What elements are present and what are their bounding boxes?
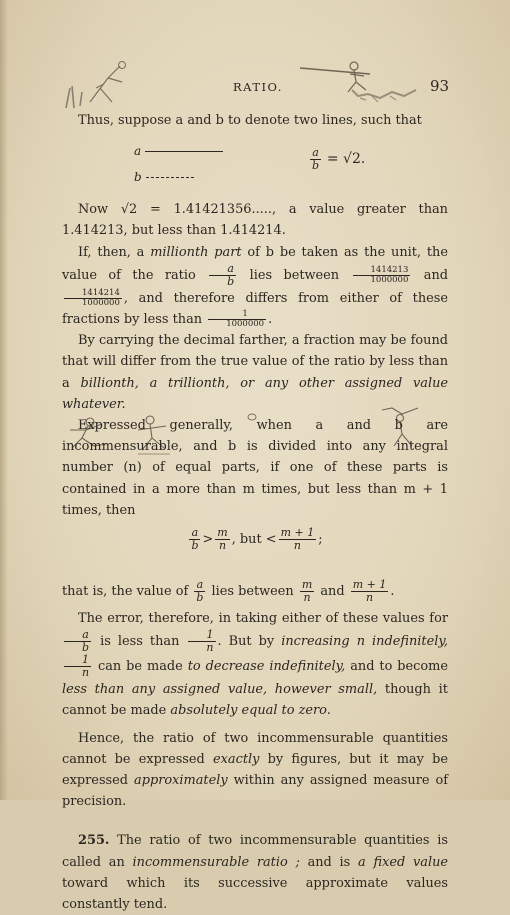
paragraph-2: Now √2 = 1.41421356....., a value greater than 1.414213, but less than 1.414214. — [62, 202, 448, 239]
page-number: 93 — [430, 77, 450, 95]
paragraph-9-definition: 255. The ratio of two incommensurable quantities is called an incommensurable ratio ; and is a fixed value toward which its successive approximate values constantly tend. — [62, 833, 448, 913]
page-gutter-shadow — [0, 0, 8, 800]
paragraph-1: Thus, suppose a and b to denote two lines, such that — [78, 113, 422, 128]
paragraph-5: Expressed generally, when a and b are incommensurable, and b is divided into any integral number (n) of equal parts, if one of these parts is contained in a more than m times, but less than m + 1 times, then — [62, 418, 448, 518]
inequality-display: $\frac{a}{b}$ > $\frac{m}{n}$ , but < $\frac{m + 1}{n}$ ; — [191, 526, 323, 553]
paragraph-3: If, then, a millionth part of b be taken as the unit, the value of the ratio $\frac{a}{b}$ lies between $\frac{1414213}{1000000}$ and $\frac{1414214}{1000000}$ , and therefore differs from either of these fractions by less than $\frac{1}{1000000}$ . — [62, 244, 449, 330]
line-a — [134, 141, 223, 162]
fraction-lower-bound: $\frac{1414213}{1000000}$ — [353, 266, 411, 285]
fraction-upper-bound: $\frac{1414214}{1000000}$ — [64, 289, 122, 308]
ratio-equation — [308, 147, 365, 172]
line-a-segment — [145, 151, 223, 152]
body-text — [62, 110, 448, 915]
fraction-a-over-b: $\frac{a}{b}$ — [209, 263, 236, 288]
section-number: 255. — [78, 833, 110, 849]
line-a-label: a — [134, 144, 142, 159]
line-segments-figure — [62, 135, 448, 193]
paragraph-7: The error, therefore, in taking either of these values for $\frac{a}{b}$ is less than $\frac{1}{n}$ . But by increasing n indefinitely, $\frac{1}{n}$ can be made to decrease indefinitely, and to become less than any assigned value, however small, though it cannot be made absolutely equal to zero. — [62, 611, 448, 719]
line-b-segment — [146, 177, 194, 178]
line-b-label: b — [134, 170, 142, 185]
ratio-rhs: = √2. — [326, 151, 366, 168]
line-b — [134, 167, 194, 188]
paragraph-6: that is, the value of $\frac{a}{b}$ lies between $\frac{m}{n}$ and $\frac{m + 1}{n}$ . — [62, 578, 395, 605]
running-head-title: RATIO. — [233, 80, 283, 94]
paragraph-8: Hence, the ratio of two incommensurable quantities cannot be expressed exactly by figures, but it may be expressed approximately within any assigned measure of precision. — [62, 730, 448, 810]
paragraph-4: By carrying the decimal farther, a fraction may be found that will differ from the true value of the ratio by less than a billionth, a trillionth, or any other assigned value whatever. — [62, 333, 448, 412]
fraction-one-millionth: $\frac{1}{1000000}$ — [208, 310, 266, 329]
running-head — [0, 78, 510, 98]
ratio-fraction: $\frac{a}{b}$ — [312, 146, 320, 173]
